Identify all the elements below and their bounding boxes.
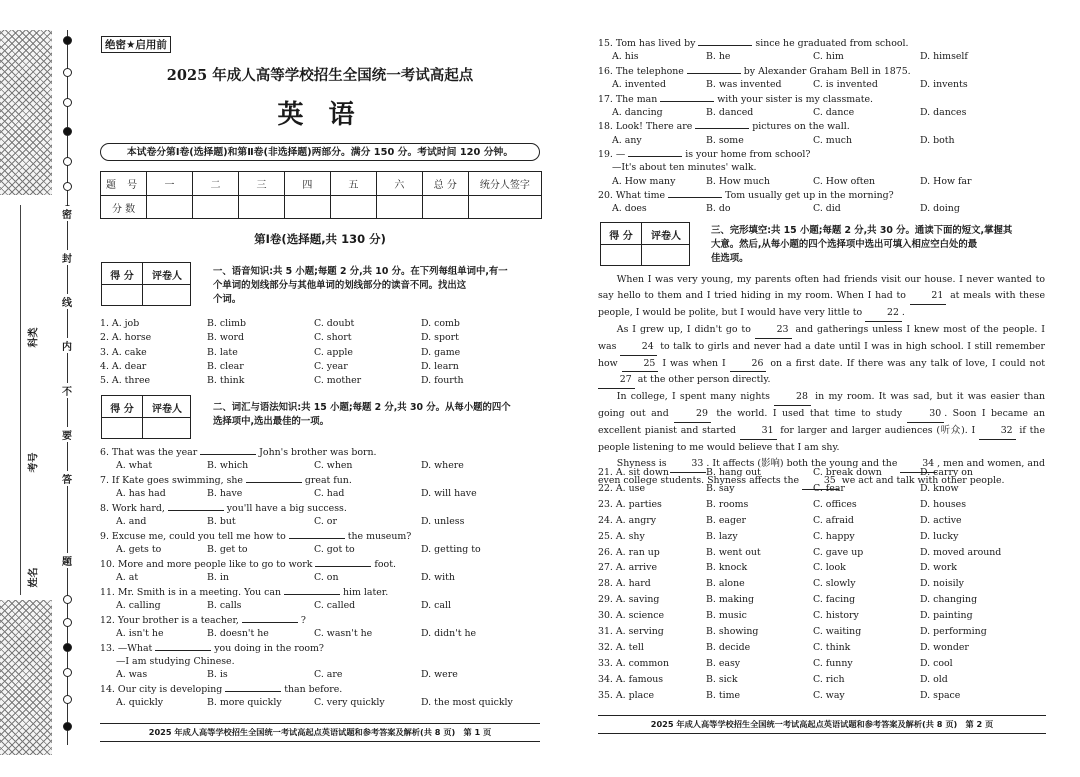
option: 5. A. three <box>100 375 151 387</box>
option: B. hang out <box>706 467 761 478</box>
option: B. doesn't he <box>207 628 269 639</box>
instruction-line: 大意。然后,从每小题的四个选择项中选出可填入相应空白处的最 <box>711 239 978 250</box>
option: A. has had <box>116 488 166 499</box>
answer-blank <box>660 101 714 102</box>
section1-instructions <box>213 265 508 307</box>
option: D. changing <box>920 594 978 606</box>
cloze-blank: 33 <box>670 456 707 473</box>
option: C. when <box>314 460 353 471</box>
question-stem: 7. If Kate goes swimming, she great fun. <box>100 475 352 486</box>
question-stem: 13. —What you doing in the room? <box>100 643 324 654</box>
cloze-blank: 27 <box>598 372 635 389</box>
option: C. did <box>813 203 841 215</box>
question-stem: 10. More and more people like to go to work foot. <box>100 559 396 570</box>
seal-char: 封 <box>60 250 74 265</box>
question-stem: 12. Your brother is a teacher, ? <box>100 615 306 626</box>
grader-name-label: 评卷人 <box>152 404 182 415</box>
option: C. or <box>314 516 337 527</box>
question-stem: 8. Work hard, you'll have a big success. <box>100 503 347 514</box>
binding-hole <box>63 36 72 45</box>
option: A. gets to <box>116 544 162 555</box>
option: B. easy <box>706 657 741 669</box>
option: C. rich <box>813 673 845 685</box>
option: B. is <box>207 669 228 680</box>
option: 29. A. saving <box>598 594 660 606</box>
question-stem: 6. That was the year John's brother was born. <box>100 447 377 458</box>
option: C. afraid <box>813 514 854 526</box>
seal-char: 要 <box>60 427 74 442</box>
option: C. got to <box>314 544 355 555</box>
cloze-blank: 29 <box>674 406 711 423</box>
option: 1. A. job <box>100 318 140 329</box>
option: D. himself <box>920 51 968 63</box>
option: D. old <box>920 673 948 685</box>
option: A. at <box>116 572 139 583</box>
answer-blank <box>628 156 682 157</box>
option: C. think <box>813 641 851 653</box>
score-table-cell <box>376 196 422 219</box>
option: B. sick <box>706 673 738 685</box>
option: 32. A. tell <box>598 641 644 653</box>
option: C. doubt <box>314 318 355 329</box>
score-table-cell <box>330 196 376 219</box>
option: B. went out <box>706 546 761 558</box>
option: A. does <box>612 203 647 215</box>
score-table-header: 统分人签字 <box>468 172 541 196</box>
grader-divider-h <box>601 244 689 245</box>
option: B. which <box>207 460 249 471</box>
option: B. eager <box>706 514 747 526</box>
answer-blank <box>242 622 298 623</box>
option: B. do <box>706 203 731 215</box>
question-line: —I am studying Chinese. <box>116 656 235 667</box>
cloze-blank: 24 <box>620 339 657 356</box>
option: B. making <box>706 594 755 606</box>
seal-char: 内 <box>60 338 74 353</box>
option: D. didn't he <box>421 628 477 639</box>
option: B. was invented <box>706 79 782 90</box>
option: 21. A. sit down <box>598 467 669 478</box>
grader-name-label: 评卷人 <box>152 271 182 282</box>
option: D. space <box>920 689 961 701</box>
answer-blank <box>698 45 752 46</box>
score-table-cell <box>147 196 193 219</box>
option: D. doing <box>920 203 960 215</box>
option: C. slowly <box>813 578 856 590</box>
grader-box <box>101 395 191 439</box>
option: B. rooms <box>706 498 749 510</box>
option: 3. A. cake <box>100 346 147 358</box>
answer-blank <box>168 510 224 511</box>
label-name: 姓名 <box>28 567 40 588</box>
grader-score-label: 得 分 <box>609 231 633 242</box>
answer-blank <box>687 73 741 74</box>
question-stem: 14. Our city is developing than before. <box>100 684 343 695</box>
option: C. break down <box>813 467 882 478</box>
option: B. climb <box>207 318 246 329</box>
option: B. but <box>207 516 236 527</box>
option: 25. A. shy <box>598 530 645 542</box>
passage-paragraph: When I was very young, my parents often had friends visit our house. I never wanted to say hello to them and I tried hiding in my room. When I had to 21 at meals with these people, I would be polite, but I would have very little to 22 . <box>598 272 1045 322</box>
binding-hole <box>63 157 72 166</box>
option: B. in <box>207 572 229 583</box>
answer-blank <box>284 594 340 595</box>
option: 30. A. science <box>598 610 665 622</box>
score-table-cell <box>284 196 330 219</box>
option: D. houses <box>920 498 967 510</box>
option: 4. A. dear <box>100 360 147 372</box>
option: 26. A. ran up <box>598 546 660 558</box>
option: A. was <box>116 669 148 680</box>
score-table-header: 三 <box>238 172 284 196</box>
option: A. How many <box>612 175 676 187</box>
part1-title: 第Ⅰ卷(选择题,共 130 分) <box>254 232 386 246</box>
option: B. late <box>207 346 238 358</box>
score-table-header: 题 号 <box>101 172 147 196</box>
label-exam-number: 考号 <box>28 452 40 473</box>
option: B. he <box>706 51 731 63</box>
binding-hole <box>63 668 72 677</box>
option: C. wasn't he <box>314 628 373 639</box>
grader-divider-h <box>102 284 190 285</box>
option: D. cool <box>920 657 953 669</box>
option: B. showing <box>706 626 759 637</box>
option: A. invented <box>612 79 666 90</box>
option: 27. A. arrive <box>598 562 658 574</box>
option: B. have <box>207 488 243 499</box>
question-stem: 11. Mr. Smith is in a meeting. You can him later. <box>100 587 389 598</box>
seal-char: 题 <box>60 553 74 568</box>
option: B. time <box>706 689 741 701</box>
answer-blank <box>315 566 371 567</box>
option: D. learn <box>421 360 459 372</box>
option: C. called <box>314 600 356 611</box>
option: C. dance <box>813 106 855 118</box>
option: 2. A. horse <box>100 332 152 344</box>
option: D. performing <box>920 626 987 637</box>
option: D. the most quickly <box>421 697 513 708</box>
option: D. will have <box>421 488 477 499</box>
option: C. apple <box>314 346 353 358</box>
question-stem: 17. The man with your sister is my classmate. <box>598 93 874 105</box>
binding-hole <box>63 618 72 627</box>
option: B. think <box>207 375 245 387</box>
option: C. How often <box>813 175 876 187</box>
option: D. where <box>421 460 464 471</box>
score-table-cell <box>193 196 239 219</box>
passage-paragraph: Shyness is 33 . It affects (影响) both the young and the 34 , men and women, and even college students. Shyness affects the 35 we act and talk with other people. <box>598 456 1045 490</box>
binding-hole <box>63 595 72 604</box>
option: B. knock <box>706 562 748 574</box>
instruction-line: 三、完形填空:共 15 小题;每题 2 分,共 30 分。通读下面的短文,掌握其 <box>711 225 1013 236</box>
cloze-blank: 23 <box>755 322 792 339</box>
cloze-blank: 28 <box>774 389 811 406</box>
passage-paragraph: In college, I spent many nights 28 in my room. It was sad, but it was easier than going out and 29 the world. I used that time to study 30 . Soon I became an excellent pianist and started 31 for larger and larger audiences (听众). I 32 if the people listening to me would believe that I am shy. <box>598 391 1045 454</box>
option: A. isn't he <box>116 628 164 639</box>
score-table-header: 六 <box>376 172 422 196</box>
option: 34. A. famous <box>598 673 664 685</box>
option: D. wonder <box>920 641 969 653</box>
grader-box <box>600 222 690 266</box>
option: B. clear <box>207 360 244 372</box>
cloze-passage <box>598 272 1045 490</box>
option: 23. A. parties <box>598 498 662 510</box>
score-table-cell <box>422 196 468 219</box>
option: B. some <box>706 134 744 146</box>
instruction-line: 佳选项。 <box>711 253 749 264</box>
option: D. unless <box>421 516 465 527</box>
instruction-line: 选择项中,选出最佳的一项。 <box>213 416 330 427</box>
confidential-mark: 绝密★启用前 <box>101 36 171 53</box>
option: C. very quickly <box>314 697 385 708</box>
option: D. dances <box>920 106 967 118</box>
binding-hole <box>63 643 72 652</box>
footer-page-1: 2025 年成人高等学校招生全国统一考试高起点英语试题和参考答案及解析(共 8 页) 第 1 页 <box>100 723 540 742</box>
answer-blank <box>200 454 256 455</box>
option: D. fourth <box>421 375 464 387</box>
option: B. danced <box>706 106 754 118</box>
binding-hatch-top <box>0 30 52 195</box>
option: B. How much <box>706 175 770 187</box>
score-table-cell: 分 数 <box>101 196 147 219</box>
grader-score-label: 得 分 <box>110 404 134 415</box>
cloze-blank: 32 <box>979 423 1016 440</box>
option: C. waiting <box>813 626 862 637</box>
option: C. look <box>813 562 846 574</box>
seal-char: 密 <box>60 206 74 221</box>
option: D. sport <box>421 332 459 344</box>
score-table-header: 四 <box>284 172 330 196</box>
instruction-line: 二、词汇与语法知识:共 15 小题;每题 2 分,共 30 分。从每小题的四个 <box>213 402 511 413</box>
option: D. active <box>920 514 962 526</box>
option: 35. A. place <box>598 689 655 701</box>
answer-blank <box>225 691 281 692</box>
cloze-blank: 30 <box>907 406 944 423</box>
score-table <box>100 171 542 219</box>
option: D. with <box>421 572 455 583</box>
cloze-blank: 22 <box>865 305 902 322</box>
option: C. short <box>314 332 352 344</box>
option: C. are <box>314 669 343 680</box>
option: C. funny <box>813 657 853 669</box>
option: C. is invented <box>813 79 878 90</box>
grader-name-label: 评卷人 <box>651 231 681 242</box>
exam-notice: 本试卷分第Ⅰ卷(选择题)和第Ⅱ卷(非选择题)两部分。满分 150 分。考试时间 120 分钟。 <box>100 143 540 161</box>
binding-hatch-bottom <box>0 600 52 755</box>
option: A. what <box>116 460 153 471</box>
option: B. word <box>207 332 245 344</box>
option: B. calls <box>207 600 242 611</box>
option: D. carry on <box>920 467 973 478</box>
answer-blank <box>155 650 211 651</box>
option: A. dancing <box>612 106 663 118</box>
score-table-header: 五 <box>330 172 376 196</box>
option: C. on <box>314 572 339 583</box>
answer-blank <box>668 197 722 198</box>
instruction-line: 个单词的划线部分与其他单词的划线部分的读音不同。找出这 <box>213 280 467 291</box>
option: B. lazy <box>706 530 738 542</box>
question-stem: 9. Excuse me, could you tell me how to the museum? <box>100 531 412 542</box>
binding-hole <box>63 98 72 107</box>
option: C. offices <box>813 498 857 510</box>
exam-title: 2025 年成人高等学校招生全国统一考试高起点 <box>166 67 474 84</box>
option: D. both <box>920 134 955 146</box>
question-stem: 16. The telephone by Alexander Graham Bell in 1875. <box>598 65 911 77</box>
option: 24. A. angry <box>598 514 657 526</box>
answer-blank <box>289 538 345 539</box>
binding-hole <box>63 182 72 191</box>
grader-score-label: 得 分 <box>110 271 134 282</box>
option: B. music <box>706 610 747 622</box>
option: B. say <box>706 482 735 494</box>
instruction-line: 个词。 <box>213 294 242 305</box>
instruction-line: 一、语音知识:共 5 小题;每题 2 分,共 10 分。在下列每组单词中,有一 <box>213 266 508 277</box>
binding-hole <box>63 127 72 136</box>
section3-instructions <box>711 224 1012 266</box>
grader-box <box>101 262 191 306</box>
option: C. history <box>813 610 859 622</box>
option: A. and <box>116 516 147 527</box>
option: B. decide <box>706 641 751 653</box>
option: 31. A. serving <box>598 626 664 637</box>
score-table-cell <box>468 196 541 219</box>
binding-hole <box>63 722 72 731</box>
option: C. facing <box>813 594 856 606</box>
option: C. much <box>813 134 853 146</box>
option: D. call <box>421 600 451 611</box>
answer-blank <box>246 482 302 483</box>
cloze-blank: 31 <box>740 423 777 440</box>
option: B. alone <box>706 578 745 590</box>
cloze-blank: 34 <box>900 456 937 473</box>
cloze-blank: 35 <box>802 473 839 490</box>
score-table-header: 总 分 <box>422 172 468 196</box>
answer-blank <box>695 128 749 129</box>
option: C. fear <box>813 482 845 494</box>
grader-divider-h <box>102 417 190 418</box>
binding-line <box>20 205 21 595</box>
label-subject-category: 科类 <box>28 327 40 348</box>
option: C. happy <box>813 530 855 542</box>
option: D. painting <box>920 610 973 622</box>
subject-title: 英 语 <box>277 100 363 130</box>
score-table-cell <box>238 196 284 219</box>
option: C. gave up <box>813 546 864 558</box>
cloze-blank: 21 <box>910 288 947 305</box>
score-table-header: 二 <box>193 172 239 196</box>
option: D. were <box>421 669 458 680</box>
option: A. quickly <box>116 697 163 708</box>
cloze-blank: 26 <box>730 356 767 373</box>
option: D. know <box>920 482 959 494</box>
option: D. work <box>920 562 957 574</box>
footer-page-2: 2025 年成人高等学校招生全国统一考试高起点英语试题和参考答案及解析(共 8 页) 第 2 页 <box>598 715 1046 734</box>
option: C. him <box>813 51 844 63</box>
option: A. calling <box>116 600 161 611</box>
question-stem: 20. What time Tom usually get up in the morning? <box>598 190 894 202</box>
section2-instructions <box>213 401 511 429</box>
question-stem: 19. — is your home from school? <box>598 149 811 161</box>
option: C. had <box>314 488 345 499</box>
option: C. mother <box>314 375 362 387</box>
option: 28. A. hard <box>598 578 651 590</box>
option: 33. A. common <box>598 657 669 669</box>
option: B. get to <box>207 544 248 555</box>
option: A. any <box>612 134 642 146</box>
cloze-blank: 25 <box>622 356 659 373</box>
option: D. game <box>421 346 461 358</box>
option: A. his <box>612 51 639 63</box>
option: B. more quickly <box>207 697 282 708</box>
seal-char: 答 <box>60 471 74 486</box>
question-stem: 18. Look! There are pictures on the wall. <box>598 121 850 133</box>
question-line: —It's about ten minutes' walk. <box>612 162 757 174</box>
option: C. way <box>813 689 845 701</box>
option: D. getting to <box>421 544 481 555</box>
binding-hole <box>63 68 72 77</box>
passage-paragraph: As I grew up, I didn't go to 23 and gatherings unless I knew most of the people. I was 24 to talk to girls and never had a date until I was in high school. I still remember how 25 I was when I 26 on a first date. If there was any talk of love, I could not 27 at the other person directly. <box>598 322 1045 390</box>
option: D. invents <box>920 79 968 90</box>
score-table-header: 一 <box>147 172 193 196</box>
seal-char: 线 <box>60 294 74 309</box>
option: D. moved around <box>920 546 1002 558</box>
option: 22. A. use <box>598 482 646 494</box>
seal-char: 不 <box>60 383 74 398</box>
option: D. lucky <box>920 530 959 542</box>
binding-hole <box>63 695 72 704</box>
option: C. year <box>314 360 348 372</box>
option: D. How far <box>920 175 972 187</box>
option: D. comb <box>421 318 460 329</box>
option: D. noisily <box>920 578 964 590</box>
question-stem: 15. Tom has lived by since he graduated from school. <box>598 38 909 49</box>
